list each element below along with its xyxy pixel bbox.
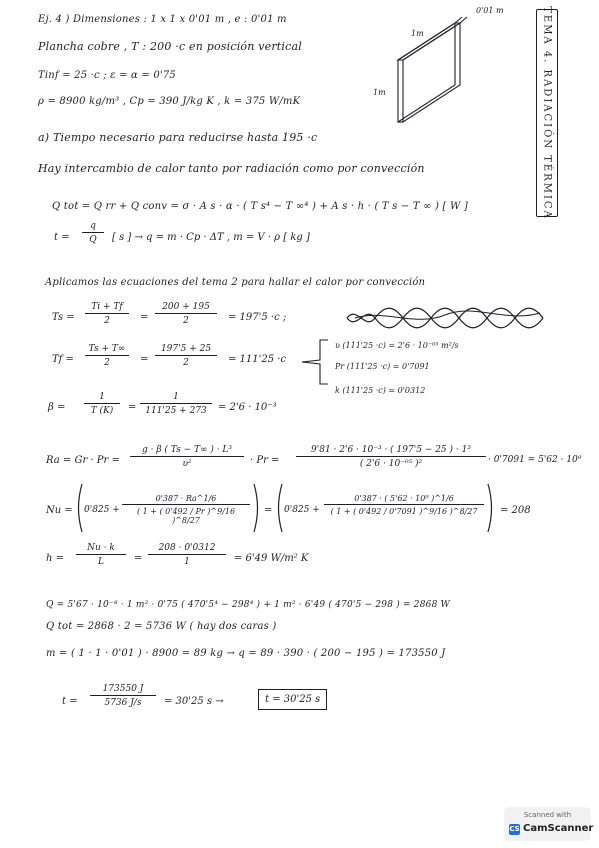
beta-fraction-2 — [140, 392, 212, 416]
beta-numerator-2: 1 — [140, 392, 212, 404]
crossed-out-scribble — [345, 303, 550, 333]
tf-numerator-1: Ts + T∞ — [85, 344, 129, 356]
camscanner-watermark — [505, 808, 594, 840]
nusselt-paren-left-1 — [74, 482, 84, 534]
final-time-denominator: 5736 J/s — [104, 698, 142, 708]
nusselt-denominator-1: ( 1 + ( 0'492 / Pr )^9/16 )^8/27 — [136, 507, 236, 525]
apply-equations-note: Aplicamos las ecuaciones del tema 2 para hallar el calor por convección — [45, 277, 426, 288]
h-lhs: h = — [46, 553, 64, 564]
rayleigh-denominator-1: υ² — [182, 459, 192, 469]
sketch-thickness-label: 0'01 m — [476, 6, 504, 15]
watermark-caption: Scanned with — [523, 811, 572, 819]
beta-denominator-1: T (K) — [90, 406, 114, 416]
final-time-numerator: 173550 J — [90, 684, 156, 696]
rayleigh-mid: · Pr = — [250, 455, 280, 466]
kinematic-viscosity: υ (111'25 ·c) = 2'6 · 10⁻⁰⁵ m²/s — [335, 341, 459, 350]
nusselt-paren-left-2 — [274, 482, 284, 534]
time-formula-fraction — [82, 221, 104, 245]
final-time-result: = 30'25 s → — [164, 696, 224, 707]
time-formula-denominator: Q — [89, 235, 97, 245]
mass-and-heat: m = ( 1 · 1 · 0'01 ) · 8900 = 89 kg → q = 89 · 390 · ( 200 − 195 ) = 173550 J — [46, 648, 446, 659]
sketch-width-label: 1m — [411, 29, 424, 38]
tf-numerator-2: 197'5 + 25 — [155, 344, 217, 356]
h-fraction-2 — [148, 543, 226, 567]
ts-denominator-2: 2 — [183, 316, 189, 326]
time-formula-numerator: q — [82, 221, 104, 233]
rayleigh-numerator-2: 9'81 · 2'6 · 10⁻³ · ( 197'5 − 25 ) · 1³ — [296, 445, 486, 457]
prandtl-number: Pr (111'25 ·c) = 0'7091 — [335, 362, 430, 371]
nusselt-fraction-2 — [324, 494, 484, 516]
heat-exchange-intro: Hay intercambio de calor tanto por radiación como por convección — [38, 162, 425, 175]
ts-denominator-1: 2 — [104, 316, 110, 326]
h-equals: = — [134, 553, 143, 564]
side-label-text: TEMA 4. RADIACIÓN TÉRMICA — [541, 6, 553, 220]
tf-denominator-1: 2 — [104, 358, 110, 368]
watermark-brand: CamScanner — [523, 823, 594, 834]
ts-result: = 197'5 ·c ; — [228, 312, 287, 323]
sketch-height-label: 1m — [373, 88, 386, 97]
beta-equals: = — [128, 402, 137, 413]
ts-equals: = — [140, 312, 149, 323]
rayleigh-denominator-2: ( 2'6 · 10⁻⁰⁵ )² — [359, 459, 423, 469]
nusselt-paren-right-1 — [252, 482, 262, 534]
rayleigh-fraction-1 — [130, 445, 244, 469]
ts-numerator-2: 200 + 195 — [155, 302, 217, 314]
total-heat-equation: Q tot = Q rr + Q conv = σ · A s · α · ( T s⁴ − T ∞⁴ ) + A s · h · ( T s − T ∞ ) [ W ] — [52, 201, 468, 212]
final-time-lhs: t = — [62, 696, 78, 707]
plate-sketch — [370, 5, 535, 130]
section-a-title: a) Tiempo necesario para reducirse hasta 195 ·c — [38, 131, 318, 144]
nusselt-constant-2: 0'825 + — [284, 505, 320, 515]
rayleigh-result: · 0'7091 = 5'62 · 10⁹ — [488, 455, 582, 465]
nusselt-denominator-2: ( 1 + ( 0'492 / 0'7091 )^9/16 )^8/27 — [330, 507, 478, 516]
tf-fraction-1 — [85, 344, 129, 368]
time-formula-rhs: [ s ] → q = m · Cp · ΔT , m = V · ρ [ kg ] — [112, 232, 310, 243]
nusselt-paren-right-2 — [486, 482, 496, 534]
tf-denominator-2: 2 — [183, 358, 189, 368]
ts-fraction-1 — [85, 302, 129, 326]
final-answer-box: t = 30'25 s — [258, 689, 327, 710]
heat-rate-total: Q tot = 2868 · 2 = 5736 W ( hay dos caras ) — [46, 621, 277, 632]
ts-fraction-2 — [155, 302, 217, 326]
ts-numerator-1: Ti + Tf — [85, 302, 129, 314]
h-denominator-2: 1 — [184, 557, 190, 567]
nusselt-lhs: Nu = — [46, 505, 73, 516]
nusselt-fraction-1 — [122, 494, 250, 525]
ts-lhs: Ts = — [52, 312, 75, 323]
h-numerator-2: 208 · 0'0312 — [148, 543, 226, 555]
properties-brace — [298, 338, 332, 386]
tf-fraction-2 — [155, 344, 217, 368]
rayleigh-lhs: Ra = Gr · Pr = — [46, 455, 120, 466]
rayleigh-numerator-1: g · β ( Ts − T∞ ) · L³ — [130, 445, 244, 457]
beta-lhs: β = — [48, 402, 66, 413]
plate-description: Plancha cobre , T : 200 ·c en posición vertical — [38, 40, 302, 53]
time-formula-lhs: t = — [54, 232, 70, 243]
ambient-and-emissivity: Tinf = 25 ·c ; ε = α = 0'75 — [38, 70, 176, 81]
thermal-conductivity: k (111'25 ·c) = 0'0312 — [335, 386, 426, 395]
camscanner-logo-icon: CS — [509, 825, 520, 833]
tf-result: = 111'25 ·c — [228, 354, 287, 365]
heat-rate-one-face: Q = 5'67 · 10⁻⁸ · 1 m² · 0'75 ( 470'5⁴ − 298⁴ ) + 1 m² · 6'49 ( 470'5 − 298 ) = 2868 W — [46, 600, 451, 610]
beta-result: = 2'6 · 10⁻³ — [218, 402, 277, 413]
h-denominator-1: L — [98, 557, 104, 567]
h-numerator-1: Nu · k — [76, 543, 126, 555]
nusselt-constant-1: 0'825 + — [84, 505, 120, 515]
beta-fraction-1 — [84, 392, 120, 416]
h-fraction-1 — [76, 543, 126, 567]
nusselt-result: = 208 — [500, 505, 531, 516]
beta-numerator-1: 1 — [84, 392, 120, 404]
tf-equals: = — [140, 354, 149, 365]
material-properties: ρ = 8900 kg/m³ , Cp = 390 J/kg K , k = 375 W/mK — [38, 96, 301, 107]
side-label-box — [536, 6, 558, 220]
rayleigh-fraction-2 — [296, 445, 486, 469]
tf-lhs: Tf = — [52, 354, 74, 365]
beta-denominator-2: 111'25 + 273 — [145, 406, 207, 416]
nusselt-numerator-1: 0'387 · Ra^1/6 — [122, 494, 250, 505]
nusselt-numerator-2: 0'387 · ( 5'62 · 10⁹ )^1/6 — [324, 494, 484, 505]
nusselt-equals: = — [264, 505, 273, 516]
final-time-fraction — [90, 684, 156, 708]
h-result: = 6'49 W/m² K — [234, 553, 309, 564]
exercise-dimensions: Ej. 4 ) Dimensiones : 1 x 1 x 0'01 m , e : 0'01 m — [38, 14, 287, 25]
